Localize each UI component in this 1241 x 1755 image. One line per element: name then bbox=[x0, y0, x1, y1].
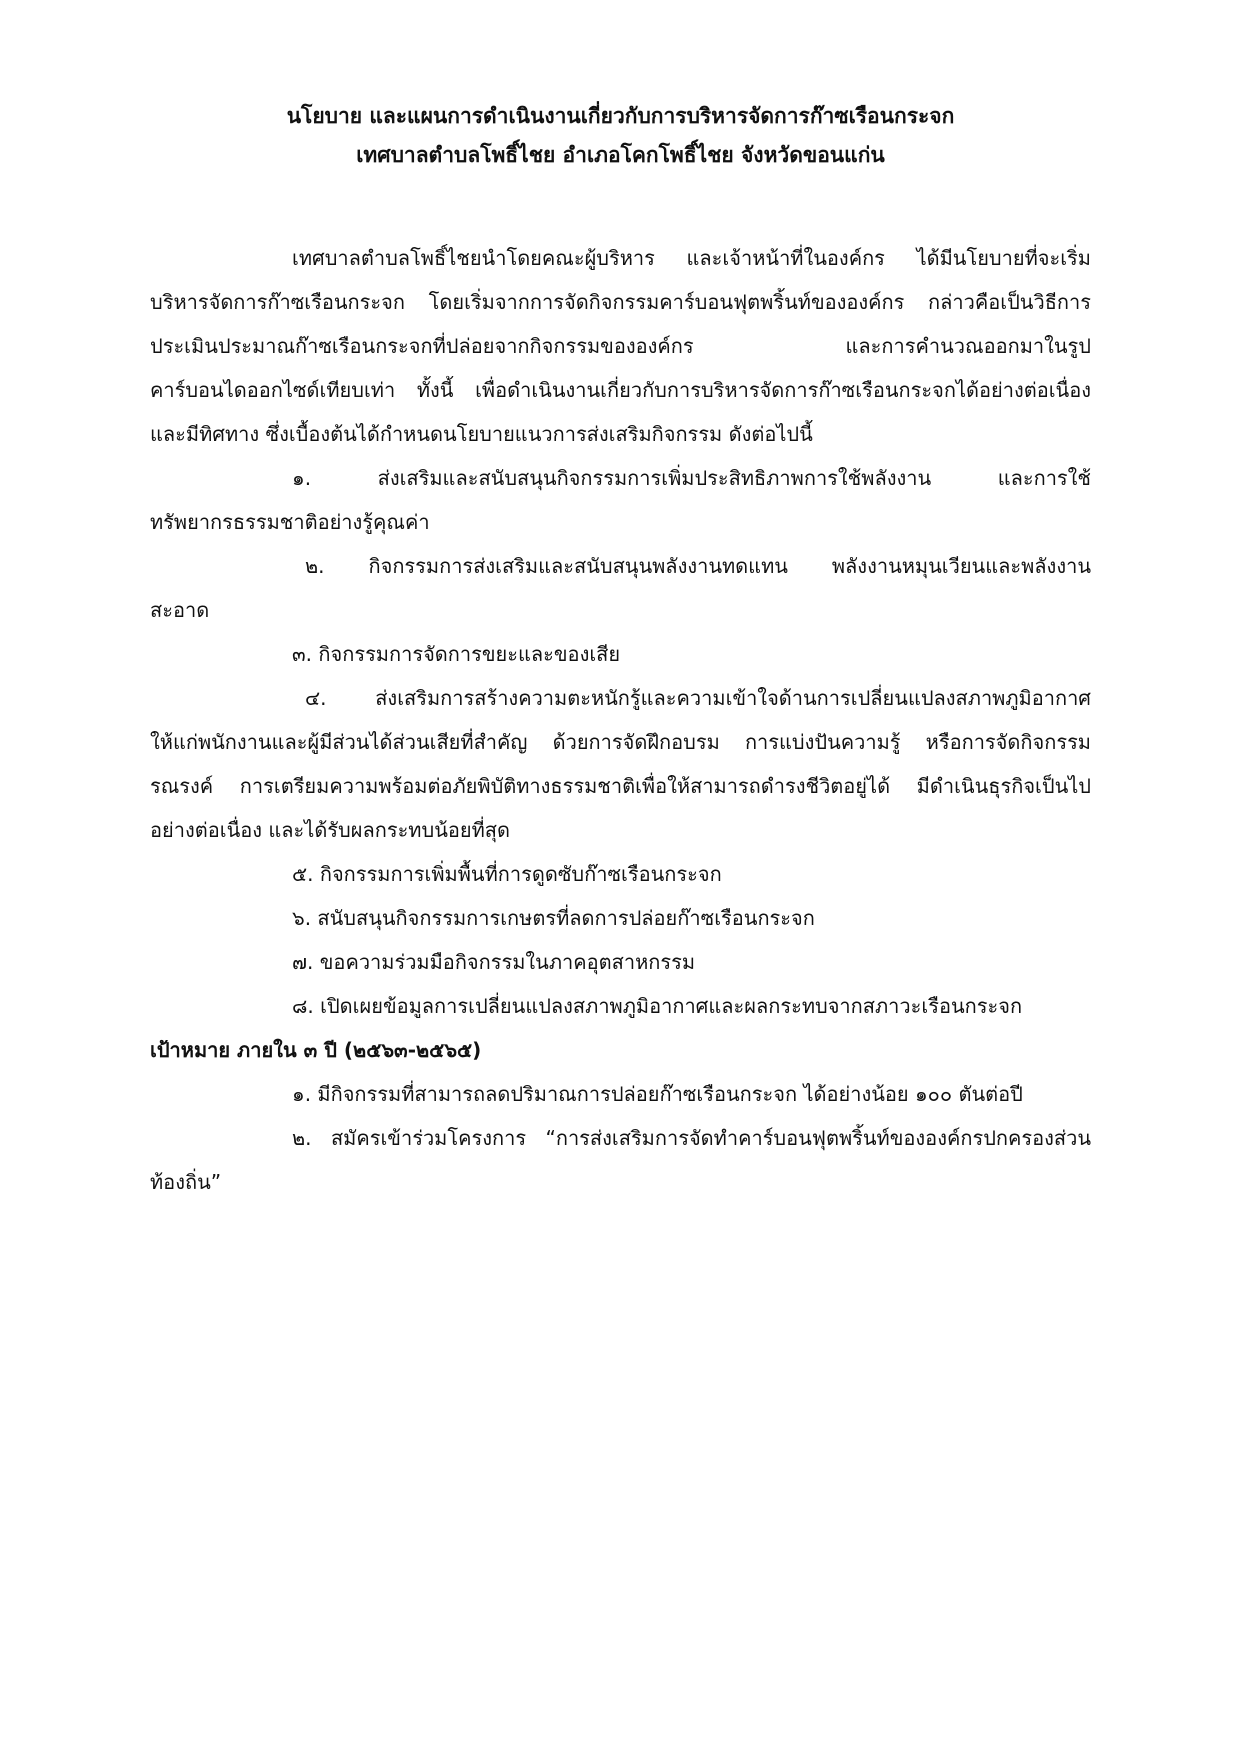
intro-line-4: คาร์บอนไดออกไซด์เทียบเท่า ทั้งนี้ เพื่อดำเนินงานเกี่ยวกับการบริหารจัดการก๊าซเรือนกระจกได้อย่างต่อเนื่อง bbox=[150, 378, 1091, 402]
item-3-line-1: ๓. กิจกรรมการจัดการขยะและของเสีย bbox=[292, 642, 621, 666]
item-1-line-1: ๑. ส่งเสริมและสนับสนุนกิจกรรมการเพิ่มประสิทธิภาพการใช้พลังงาน และการใช้ bbox=[292, 466, 1091, 490]
goal-heading: เป้าหมาย ภายใน ๓ ปี (๒๕๖๓-๒๕๖๕) bbox=[150, 1038, 482, 1062]
item-5-line-1: ๕. กิจกรรมการเพิ่มพื้นที่การดูดซับก๊าซเรือนกระจก bbox=[292, 862, 722, 886]
intro-line-3: ประเมินประมาณก๊าซเรือนกระจกที่ปล่อยจากกิจกรรมขององค์กร และการคำนวณออกมาในรูป bbox=[150, 334, 1091, 358]
goal-2-line-1: ๒. สมัครเข้าร่วมโครงการ “การส่งเสริมการจัดทำคาร์บอนฟุตพริ้นท์ขององค์กรปกครองส่วน bbox=[292, 1126, 1091, 1150]
item-1-line-2: ทรัพยากรธรรมชาติอย่างรู้คุณค่า bbox=[150, 510, 430, 534]
item-2-line-2: สะอาด bbox=[150, 598, 210, 622]
item-6-line-1: ๖. สนับสนุนกิจกรรมการเกษตรที่ลดการปล่อยก๊าซเรือนกระจก bbox=[292, 906, 815, 930]
item-4-line-2: ให้แก่พนักงานและผู้มีส่วนได้ส่วนเสียที่สำคัญ ด้วยการจัดฝึกอบรม การแบ่งปันความรู้ หรือการจัดกิจกรรม bbox=[150, 730, 1091, 754]
item-7-line-1: ๗. ขอความร่วมมือกิจกรรมในภาคอุตสาหกรรม bbox=[292, 950, 696, 974]
item-4-line-1: ๔. ส่งเสริมการสร้างความตะหนักรู้และความเข้าใจด้านการเปลี่ยนแปลงสภาพภูมิอากาศ bbox=[305, 686, 1091, 710]
document-title-line-2: เทศบาลตำบลโพธิ์ไชย อำเภอโคกโพธิ์ไชย จังหวัดขอนแก่น bbox=[356, 143, 885, 167]
item-8-line-1: ๘. เปิดเผยข้อมูลการเปลี่ยนแปลงสภาพภูมิอากาศและผลกระทบจากสภาวะเรือนกระจก bbox=[292, 994, 1023, 1018]
item-4-line-3: รณรงค์ การเตรียมความพร้อมต่อภัยพิบัติทางธรรมชาติเพื่อให้สามารถดำรงชีวิตอยู่ได้ มีดำเนินธุรกิจเป็นไป bbox=[150, 774, 1091, 798]
document-title-line-1: นโยบาย และแผนการดำเนินงานเกี่ยวกับการบริหารจัดการก๊าซเรือนกระจก bbox=[286, 104, 955, 128]
item-4-line-4: อย่างต่อเนื่อง และได้รับผลกระทบน้อยที่สุด bbox=[150, 818, 510, 842]
goal-2-line-2: ท้องถิ่น” bbox=[150, 1170, 222, 1194]
intro-line-2: บริหารจัดการก๊าซเรือนกระจก โดยเริ่มจากการจัดกิจกรรมคาร์บอนฟุตพริ้นท์ขององค์กร กล่าวคือเป็นวิธีการ bbox=[150, 290, 1091, 314]
item-2-line-1: ๒. กิจกรรมการส่งเสริมและสนับสนุนพลังงานทดแทน พลังงานหมุนเวียนและพลังงาน bbox=[305, 554, 1091, 578]
goal-1-line-1: ๑. มีกิจกรรมที่สามารถลดปริมาณการปล่อยก๊าซเรือนกระจก ได้อย่างน้อย ๑๐๐ ตันต่อปี bbox=[292, 1082, 1023, 1106]
intro-line-1: เทศบาลตำบลโพธิ์ไชยนำโดยคณะผู้บริหาร และเจ้าหน้าที่ในองค์กร ได้มีนโยบายที่จะเริ่ม bbox=[292, 246, 1091, 270]
intro-line-5: และมีทิศทาง ซึ่งเบื้องต้นได้กำหนดนโยบายแนวการส่งเสริมกิจกรรม ดังต่อไปนี้ bbox=[150, 422, 813, 446]
